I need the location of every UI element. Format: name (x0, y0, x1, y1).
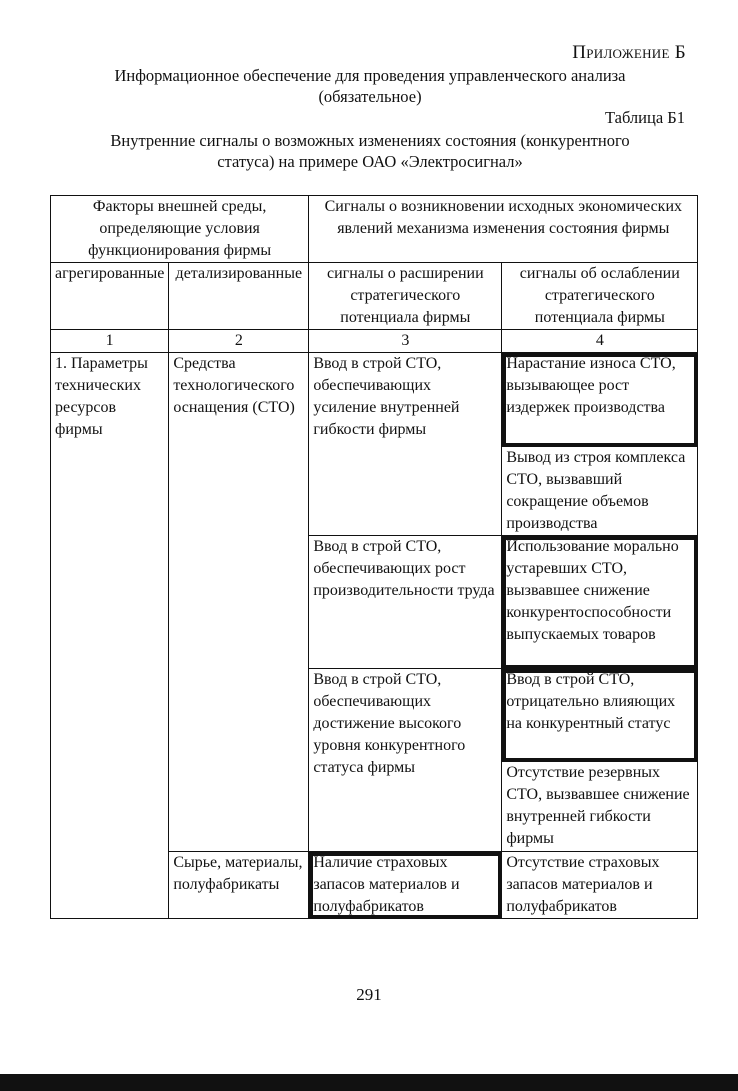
header-expansion: сигналы о расширении стратегического потенциала фирмы (309, 263, 502, 330)
caption-line-2: статуса) на примере ОАО «Электросигнал» (217, 152, 523, 171)
column-number: 2 (169, 330, 309, 353)
column-number: 4 (502, 330, 698, 353)
scan-edge (0, 1074, 738, 1091)
header-aggregated: агрегированные (51, 263, 169, 330)
column-number: 1 (51, 330, 169, 353)
weakening-signal-cell: Отсутствие страховых запасов материалов и полуфабрикатов (502, 852, 698, 919)
weakening-signal-cell-highlighted: Использование морально устаревших СТО, вызвавшее снижение конкурентоспособности выпускаемых товаров (502, 536, 698, 669)
aggregated-factor-cell: 1. Параметры технических ресурсов фирмы (51, 353, 169, 919)
page-number: 291 (356, 985, 382, 1004)
column-number: 3 (309, 330, 502, 353)
expansion-signal-cell-highlighted: Наличие страховых запасов материалов и полуфабрикатов (309, 852, 502, 919)
table-number: Таблица Б1 (604, 108, 685, 127)
title-line-2: (обязательное) (318, 87, 422, 106)
caption-line-1: Внутренние сигналы о возможных изменениях состояния (конкурентного (110, 131, 630, 150)
weakening-signal-cell: Отсутствие резервных СТО, вызвавшее снижение внутренней гибкости фирмы (502, 762, 698, 852)
header-detailed: детализированные (169, 263, 309, 330)
header-signals: Сигналы о возникновении исходных экономических явлений механизма изменения состояния фирмы (309, 196, 698, 263)
expansion-signal-cell: Ввод в строй СТО, обеспечивающих усиление внутренней гибкости фирмы (309, 353, 502, 536)
weakening-signal-cell: Вывод из строя комплекса СТО, вызвавший сокращение объемов производства (502, 447, 698, 536)
expansion-signal-cell: Ввод в строй СТО, обеспечивающих рост производительности труда (309, 536, 502, 669)
expansion-signal-cell: Ввод в строй СТО, обеспечивающих достижение высокого уровня конкурентного статуса фирмы (309, 669, 502, 852)
weakening-signal-cell-highlighted: Ввод в строй СТО, отрицательно влияющих на конкурентный статус (502, 669, 698, 762)
detailed-factor-cell: Средства технологического оснащения (СТО) (169, 353, 309, 852)
header-weakening: сигналы об ослаблении стратегического потенциала фирмы (502, 263, 698, 330)
weakening-signal-cell-highlighted: Нарастание износа СТО, вызывающее рост издержек производства (502, 353, 698, 447)
title-line-1: Информационное обеспечение для проведения управленческого анализа (114, 66, 626, 85)
header-factors: Факторы внешней среды, определяющие условия функционирования фирмы (51, 196, 309, 263)
signals-table (50, 195, 698, 919)
detailed-factor-cell: Сырье, материалы, полуфабрикаты (169, 852, 309, 919)
appendix-label: Приложение Б (572, 42, 686, 63)
